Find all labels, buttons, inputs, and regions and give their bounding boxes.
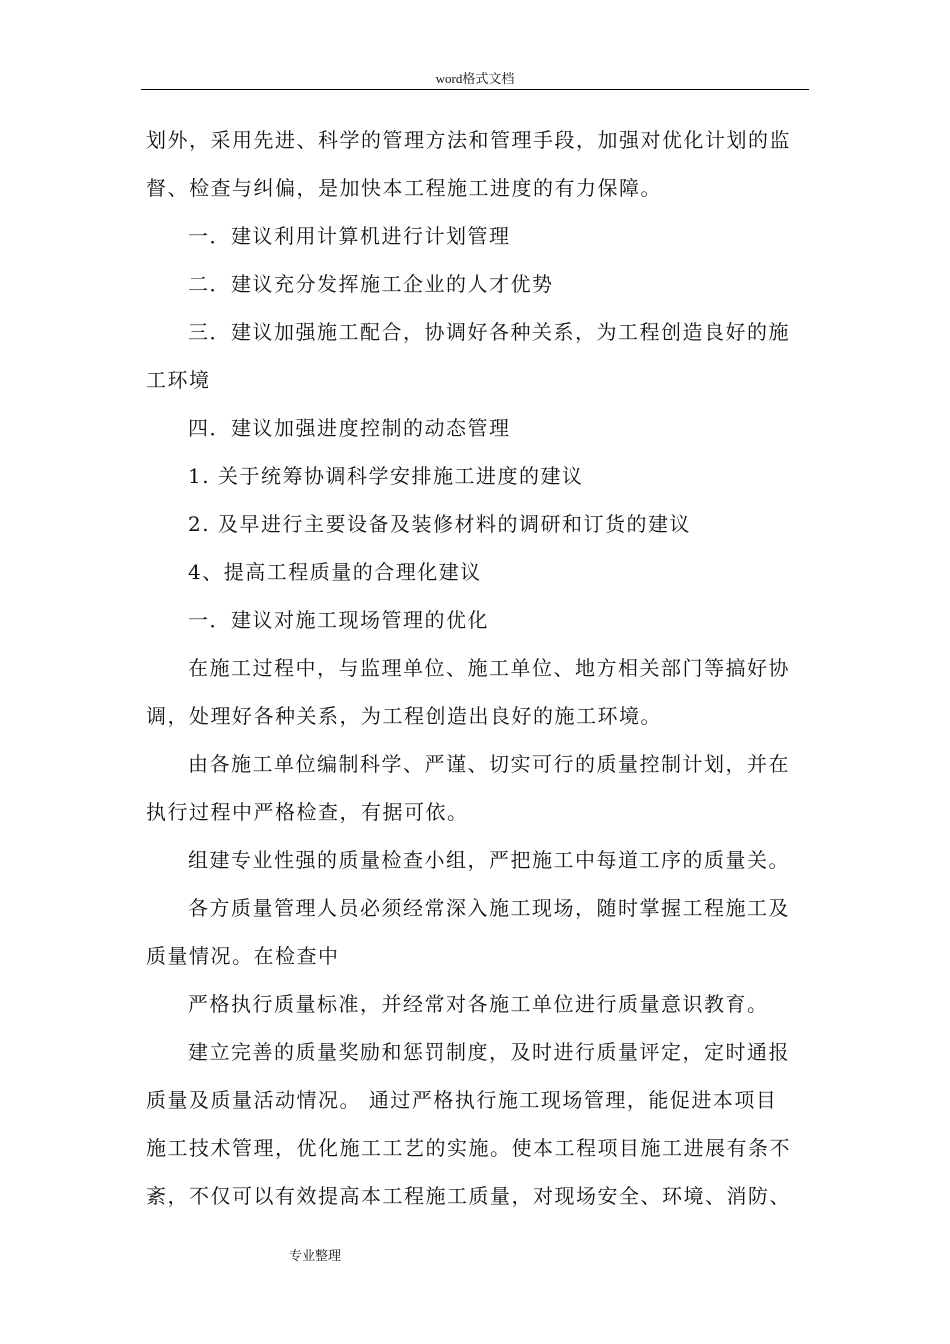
body-line: 紊，不仅可以有效提高本工程施工质量，对现场安全、环境、消防、 — [146, 1184, 791, 1208]
body-line: 督、检查与纠偏，是加快本工程施工进度的有力保障。 — [146, 176, 662, 200]
body-line: 施工技术管理，优化施工工艺的实施。使本工程项目施工进展有条不 — [146, 1136, 791, 1160]
page-header: word格式文档 — [435, 71, 515, 86]
paragraph-line: 组建专业性强的质量检查小组，严把施工中每道工序的质量关。 — [188, 848, 790, 872]
body-line: 质量及质量活动情况。 通过严格执行施工现场管理，能促进本项目 — [146, 1088, 778, 1112]
body-line: 工环境 — [146, 368, 211, 392]
paragraph-line: 严格执行质量标准，并经常对各施工单位进行质量意识教育。 — [188, 992, 769, 1016]
header-divider — [141, 89, 809, 90]
body-line: 调，处理好各种关系，为工程创造出良好的施工环境。 — [146, 704, 662, 728]
paragraph-line: 由各施工单位编制科学、严谨、切实可行的质量控制计划，并在 — [188, 752, 790, 776]
numbered-item: 2. 及早进行主要设备及装修材料的调研和订货的建议 — [188, 512, 691, 536]
numbered-item: 1. 关于统筹协调科学安排施工进度的建议 — [188, 464, 584, 488]
paragraph-line: 建立完善的质量奖励和惩罚制度，及时进行质量评定，定时通报 — [188, 1040, 790, 1064]
list-heading: 一．建议对施工现场管理的优化 — [188, 608, 489, 632]
body-line: 执行过程中严格检查，有据可依。 — [146, 800, 469, 824]
list-heading: 三．建议加强施工配合，协调好各种关系，为工程创造良好的施 — [188, 320, 790, 344]
list-heading: 二．建议充分发挥施工企业的人才优势 — [188, 272, 554, 296]
body-line: 划外，采用先进、科学的管理方法和管理手段，加强对优化计划的监 — [146, 128, 791, 152]
page-footer: 专业整理 — [289, 1248, 342, 1263]
section-heading: 4、提高工程质量的合理化建议 — [188, 560, 482, 584]
list-heading: 一．建议利用计算机进行计划管理 — [188, 224, 511, 248]
paragraph-line: 各方质量管理人员必须经常深入施工现场，随时掌握工程施工及 — [188, 896, 790, 920]
body-line: 质量情况。在检查中 — [146, 944, 340, 968]
list-heading: 四．建议加强进度控制的动态管理 — [188, 416, 511, 440]
paragraph-line: 在施工过程中，与监理单位、施工单位、地方相关部门等搞好协 — [188, 656, 790, 680]
